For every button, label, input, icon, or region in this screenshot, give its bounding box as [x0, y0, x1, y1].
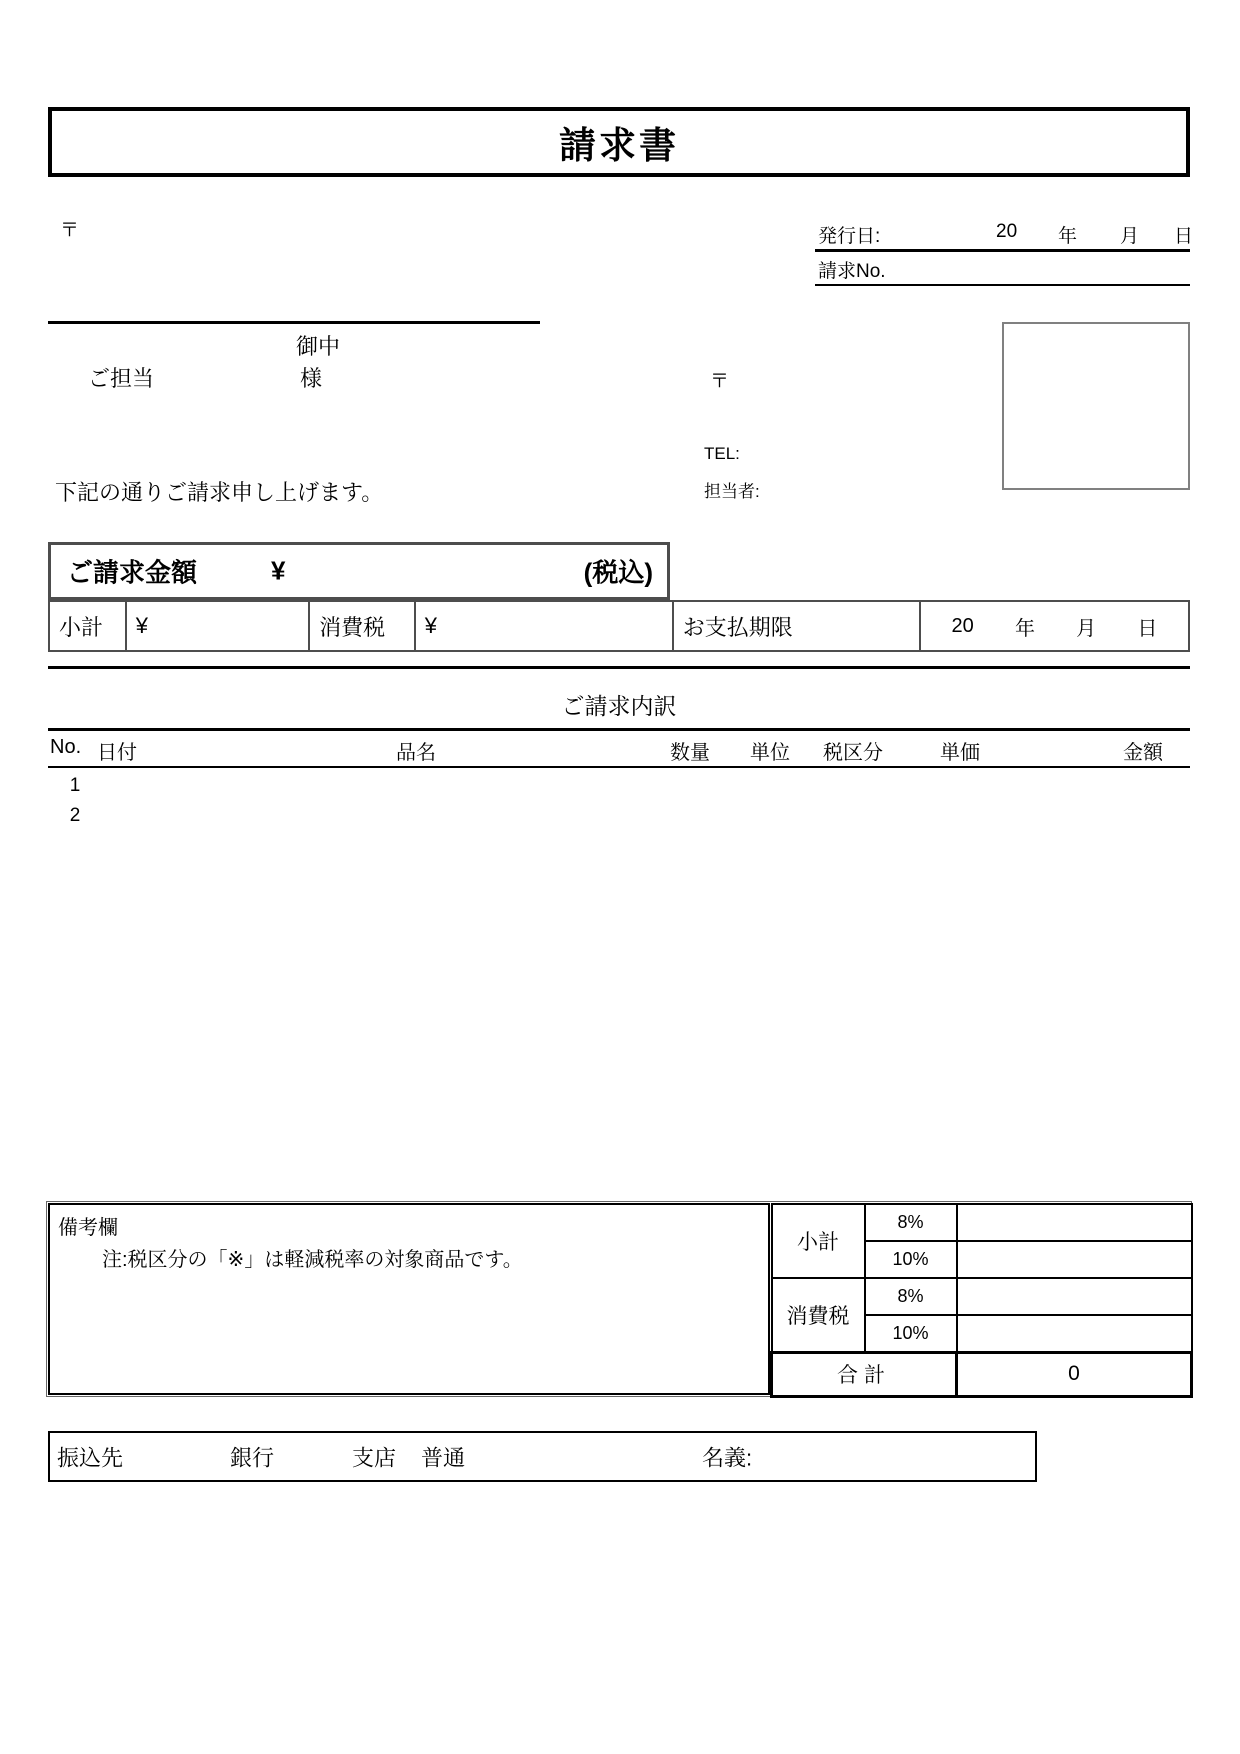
sender-person-label: 担当者: — [704, 482, 760, 501]
details-header-item: 品名 — [396, 742, 436, 764]
summary-subtotal-rate-8: 8% — [865, 1204, 957, 1241]
strip-subtotal-amount-cell: ¥ — [125, 602, 308, 650]
details-section-title: ご請求内訳 — [561, 693, 677, 719]
strip-tax-label: 消費税 — [308, 602, 414, 650]
summary-subtotal-rate-10: 10% — [865, 1241, 957, 1278]
recipient-sama-suffix: 様 — [300, 366, 323, 391]
issue-date-day-unit: 日 — [1174, 226, 1194, 247]
issue-date-year-value: 20 — [996, 221, 1018, 242]
billing-amount-box — [48, 542, 670, 600]
due-date-month-unit: 月 — [1076, 617, 1097, 640]
details-header-qty: 数量 — [670, 742, 710, 764]
invoice-no-label: 請求No. — [818, 261, 886, 282]
summary-tax-rate-8: 8% — [865, 1278, 957, 1315]
tax-summary-table — [770, 1203, 1193, 1398]
sender-postal-mark: 〒 — [710, 371, 730, 392]
remarks-box — [48, 1203, 770, 1395]
details-header-date: 日付 — [97, 742, 137, 764]
recipient-name-underline — [48, 321, 540, 324]
details-title-rule — [48, 728, 1190, 731]
invoice-title-box — [48, 107, 1190, 177]
due-date-year-value: 20 — [951, 614, 974, 637]
bank-holder-label: 名義: — [702, 1445, 753, 1470]
bank-name-suffix: 銀行 — [230, 1445, 275, 1470]
due-date-day-unit: 日 — [1137, 617, 1158, 640]
details-header-amount: 金額 — [1123, 742, 1163, 764]
company-stamp-box — [1002, 322, 1190, 490]
bank-transfer-box — [48, 1431, 1037, 1482]
issue-date-year-unit: 年 — [1058, 226, 1078, 247]
strip-due-date-cell — [919, 602, 1188, 650]
recipient-contact-label: ご担当 — [88, 366, 155, 391]
summary-subtotal-8-value — [957, 1204, 1192, 1241]
summary-tax-10-value — [957, 1315, 1192, 1352]
remarks-label: 備考欄 — [58, 1217, 118, 1239]
page-title: 請求書 — [559, 125, 679, 166]
details-header-rule — [48, 766, 1190, 768]
bank-branch-suffix: 支店 — [352, 1445, 397, 1470]
billing-amount-currency: ¥ — [271, 555, 286, 586]
sender-tel-label: TEL: — [704, 444, 740, 463]
item-row-number-1: 1 — [69, 775, 81, 796]
details-top-rule — [48, 666, 1190, 669]
summary-tax-rate-10: 10% — [865, 1315, 957, 1352]
remarks-note: 注:税区分の「※」は軽減税率の対象商品です。 — [102, 1249, 523, 1271]
issue-date-underline — [815, 249, 1190, 252]
summary-subtotal-label: 小計 — [772, 1204, 865, 1278]
billing-amount-tax-note: (税込) — [583, 557, 653, 588]
summary-subtotal-10-value — [957, 1241, 1192, 1278]
strip-tax-amount-cell: ¥ — [414, 602, 672, 650]
item-row-number-2: 2 — [69, 805, 81, 826]
summary-tax-label: 消費税 — [772, 1278, 865, 1352]
summary-total-value: 0 — [957, 1352, 1192, 1396]
strip-due-label: お支払期限 — [672, 602, 919, 650]
details-header-no: No. — [50, 736, 82, 758]
issue-date-label: 発行日: — [818, 226, 881, 247]
summary-total-label: 合計 — [772, 1352, 957, 1396]
strip-subtotal-label: 小計 — [59, 614, 104, 640]
details-header-unit: 単位 — [750, 742, 790, 764]
recipient-onchu-suffix: 御中 — [296, 334, 341, 359]
recipient-postal-mark: 〒 — [60, 220, 80, 241]
greeting-text: 下記の通りご請求申し上げます。 — [55, 480, 384, 505]
issue-date-month-unit: 月 — [1120, 226, 1140, 247]
summary-tax-8-value — [957, 1278, 1192, 1315]
details-header-price: 単価 — [940, 742, 980, 764]
subtotal-strip — [48, 600, 1190, 652]
billing-amount-label: ご請求金額 — [67, 557, 198, 588]
due-date-year-unit: 年 — [1014, 617, 1035, 640]
details-header-taxcat: 税区分 — [823, 742, 883, 764]
invoice-no-underline — [815, 284, 1190, 286]
bank-account-type: 普通 — [421, 1445, 466, 1470]
bank-transfer-label: 振込先 — [57, 1445, 124, 1470]
